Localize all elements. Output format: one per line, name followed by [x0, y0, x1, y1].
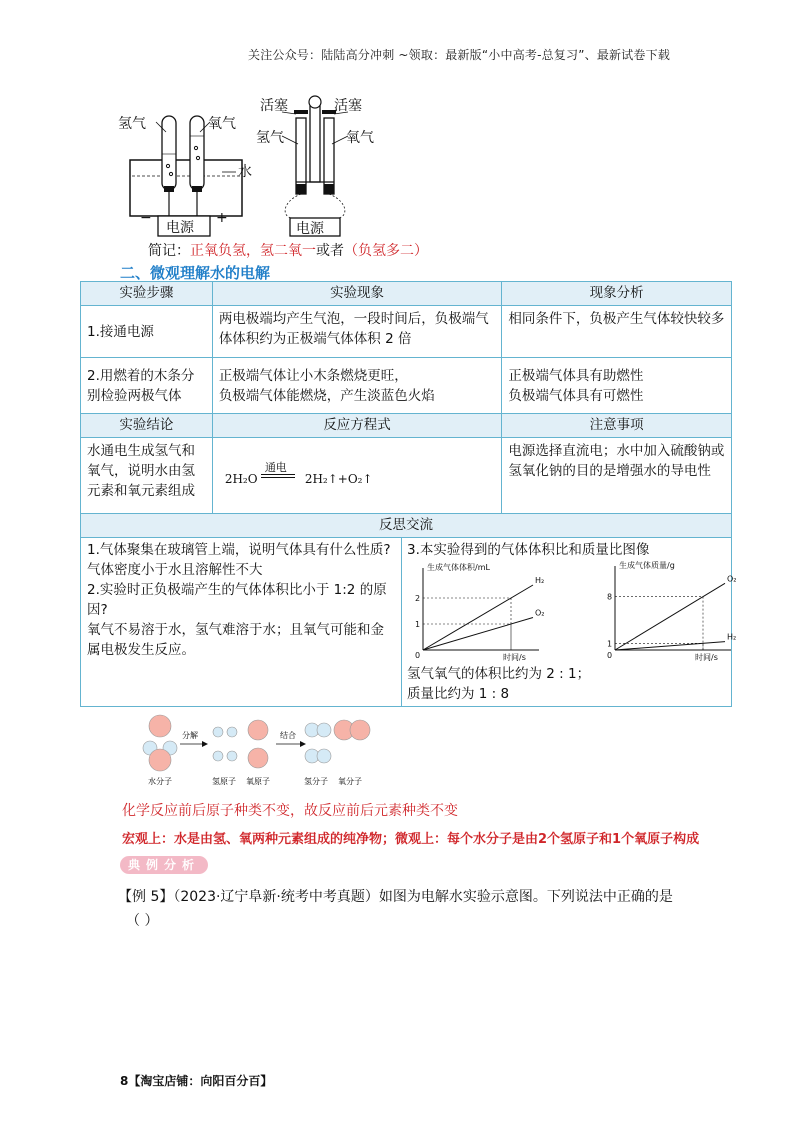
chart1-series-0-line	[615, 583, 725, 650]
head-step: 实验步骤	[81, 282, 213, 306]
label-power-left: 电源	[166, 220, 194, 236]
label-power-right: 电源	[296, 221, 324, 237]
reflect-a3: 氢气氧气的体积比约为 2 : 1；	[407, 666, 591, 682]
analysis-1: 相同条件下，负极产生气体较快较多	[502, 306, 732, 358]
chart0-ylabel: 生成气体体积/mL	[427, 563, 490, 572]
chart1-xlabel: 时间/s	[695, 653, 718, 662]
conclusion-red: 化学反应前后原子种类不变，故反应前后元素种类不变	[122, 803, 458, 819]
example-blank: （ ）	[126, 913, 159, 929]
chart1-series-1-line	[615, 642, 725, 650]
equation-cell	[212, 438, 502, 514]
chart1-tick-2: 8	[607, 592, 613, 602]
electrolysis-apparatus	[110, 92, 430, 242]
chart0-xlabel: 时间/s	[503, 653, 526, 662]
head-analysis: 现象分析	[502, 282, 732, 306]
reflection-cell	[81, 538, 737, 707]
label-combine: 结合	[280, 731, 296, 740]
label-hydrogen-left: 氢气	[118, 116, 146, 132]
page-footer: 8【淘宝店铺：向阳百分百】	[120, 1074, 273, 1088]
reaction-equation	[219, 449, 496, 503]
chart0-tick-0: 0	[415, 651, 421, 660]
molecule-diagram	[140, 712, 380, 792]
reflect-a2: 氧气不易溶于水，氢气难溶于水；且氧气可能和金属电极发生反应。	[87, 622, 384, 658]
reflection-left	[87, 540, 397, 660]
chart0-tick-1: 1	[415, 620, 421, 629]
eq-left: 2H₂O	[224, 471, 258, 486]
reflection-divider	[401, 538, 402, 706]
label-hydrogen-right: 氢气	[256, 130, 284, 146]
tip-red-1: 正氧负氢，氢二氧一	[190, 243, 316, 259]
tip-red-2: （负氢多二）	[344, 243, 428, 259]
head-phenomenon: 实验现象	[212, 282, 502, 306]
phenomenon-1: 两电极端均产生气泡，一段时间后，负极端气体体积约为正极端气体体积 2 倍	[212, 306, 502, 358]
analysis-2a: 正极端气体具有助燃性	[508, 367, 644, 384]
label-oxygen-right: 氧气	[346, 130, 374, 146]
chart0-series-1-label: O₂	[535, 608, 545, 618]
chart1-series-0-label: O₂	[727, 574, 737, 584]
chart1-tick-1: 1	[607, 639, 613, 649]
chart0-series-1-line	[423, 618, 533, 651]
analysis-2b: 负极端气体具有可燃性	[508, 387, 644, 404]
eq-condition: 通电	[264, 460, 287, 474]
label-decompose: 分解	[182, 731, 198, 740]
chart1-series-1-label: H₂	[727, 632, 737, 642]
chart0-tick-2: 2	[415, 594, 421, 603]
reflect-a1: 气体密度小于水且溶解性不大	[87, 562, 263, 578]
head-reflection: 反思交流	[81, 514, 732, 538]
reflect-q3: 3.本实验得到的气体体积比和质量比图像	[407, 542, 650, 558]
tip-mid: 或者	[316, 243, 344, 259]
notes-cell: 电源选择直流电；水中加入硫酸钠或氢氧化钠的目的是增强水的导电性	[502, 438, 732, 514]
chart1-ylabel: 生成气体质量/g	[619, 561, 675, 570]
label-o-atom: 氧原子	[246, 777, 270, 786]
label-water: 水	[238, 164, 252, 180]
chart0-series-0-line	[423, 585, 533, 650]
eq-line-2	[261, 477, 295, 478]
tip-prefix: 简记：	[148, 243, 190, 259]
chart1-tick-0: 0	[607, 651, 613, 660]
label-minus: −	[140, 210, 152, 226]
head-conclusion: 实验结论	[81, 414, 213, 438]
label-water-molecule: 水分子	[148, 777, 172, 786]
label-oxygen-left: 氧气	[208, 116, 236, 132]
reflect-q1: 1.气体聚集在玻璃管上端，说明气体具有什么性质?	[87, 542, 391, 558]
chart0-series-0-label: H₂	[535, 576, 545, 585]
phenomenon-2b: 负极端气体能燃烧，产生淡蓝色火焰	[218, 387, 435, 404]
label-o-molecule: 氧分子	[338, 777, 362, 786]
label-stopcock-right: 活塞	[334, 98, 362, 114]
reflect-a4: 质量比约为 1 : 8	[407, 686, 510, 702]
analysis-2	[502, 358, 732, 414]
page-header: 关注公众号：陆陆高分冲刺 ~领取：最新版“小中高考-总复习”、最新试卷下载	[248, 48, 671, 62]
gas-charts	[405, 560, 737, 662]
head-equation: 反应方程式	[212, 414, 502, 438]
eq-line-1	[261, 474, 295, 475]
memory-tip	[148, 240, 428, 260]
step-2: 2.用燃着的木条分别检验两极气体	[81, 358, 213, 414]
experiment-table	[80, 281, 737, 707]
label-h-molecule: 氢分子	[304, 777, 328, 786]
section-title: 二、微观理解水的电解	[120, 264, 271, 282]
label-h-atom: 氢原子	[212, 777, 236, 786]
label-plus: +	[216, 210, 228, 226]
eq-right: 2H₂↑+O₂↑	[304, 471, 373, 486]
macro-micro-statement: 宏观上：水是由氢、氧两种元素组成的纯净物；微观上：每个水分子是由2个氢原子和1个氧原子构成	[122, 832, 700, 847]
phenomenon-2	[212, 358, 502, 414]
reflect-q2: 2.实验时正负极端产生的气体体积比小于 1:2 的原因?	[87, 582, 387, 618]
example-question: 【例 5】（2023·辽宁阜新·统考中考真题）如图为电解水实验示意图。下列说法中正确的是	[118, 889, 673, 905]
head-notes: 注意事项	[502, 414, 732, 438]
conclusion-cell: 水通电生成氢气和氧气，说明水由氢元素和氧元素组成	[81, 438, 213, 514]
example-badge: 典例分析	[120, 856, 208, 874]
step-1: 1.接通电源	[81, 306, 213, 358]
phenomenon-2a: 正极端气体让小木条燃烧更旺，	[218, 367, 408, 384]
label-stopcock-left: 活塞	[260, 98, 288, 114]
